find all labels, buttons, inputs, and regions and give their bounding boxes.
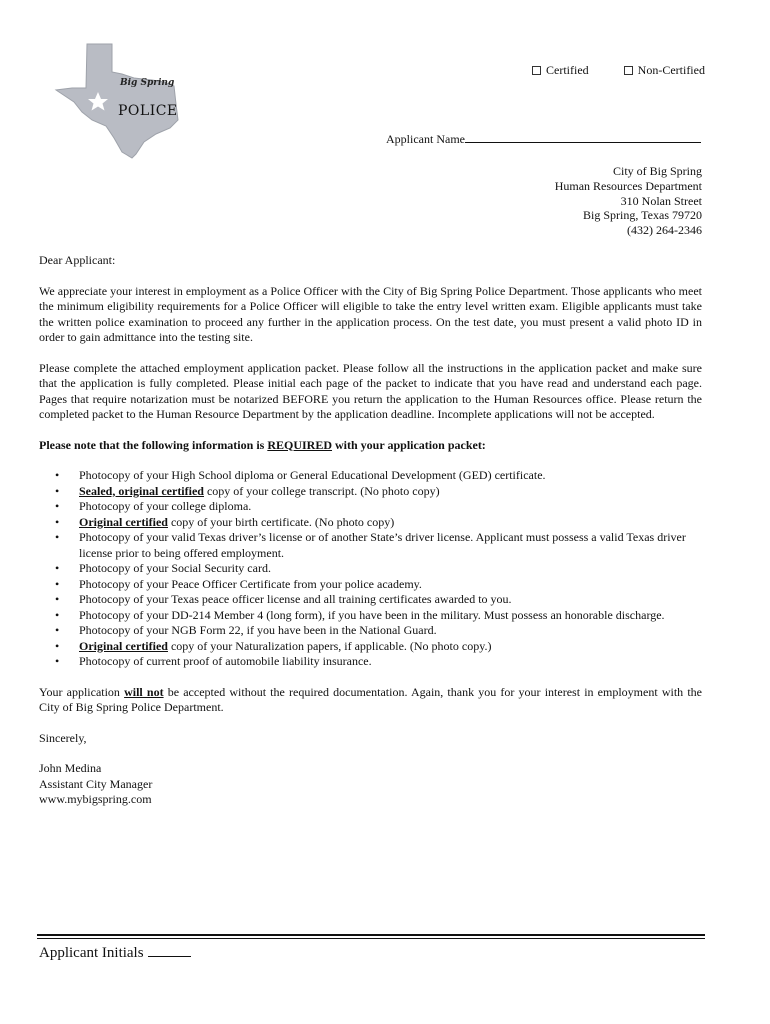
signer-name: John Medina (39, 761, 102, 775)
police-logo (52, 42, 187, 160)
logo-line2: POLICE (118, 103, 178, 119)
list-item: • Photocopy of your High School diploma or General Educational Development (GED) certificate. (79, 468, 702, 484)
list-item: • Photocopy of your NGB Form 22, if you have been in the National Guard. (79, 623, 702, 639)
letter-body (39, 253, 702, 808)
address-block (402, 164, 702, 238)
list-item: • Original certified copy of your Naturalization papers, if applicable. (No photo copy.) (79, 639, 702, 655)
certified-label: Certified (546, 63, 589, 77)
applicant-name-label: Applicant Name (386, 132, 465, 146)
signer-title: Assistant City Manager (39, 776, 153, 791)
checkbox-square-icon (624, 66, 633, 75)
initials-line[interactable] (148, 942, 191, 957)
footer-divider (37, 934, 705, 936)
sign-off: Sincerely, (39, 730, 87, 745)
list-item: • Sealed, original certified copy of your college transcript. (No photo copy) (79, 484, 702, 500)
address-line: City of Big Spring (612, 164, 702, 178)
checkbox-square-icon (532, 66, 541, 75)
certified-checkbox[interactable] (532, 63, 589, 79)
texas-star-icon (52, 42, 187, 160)
required-notice: Please note that the following information is REQUIRED with your application packet: (39, 437, 486, 452)
closing-paragraph: Your application will not be accepted without the required documentation. Again, thank you for your interest in employment with the City of Big Spring Police Department. (39, 684, 702, 714)
list-item: • Photocopy of your Peace Officer Certificate from your police academy. (79, 577, 702, 593)
salutation: Dear Applicant: (39, 253, 116, 267)
paragraph-instructions: Please complete the attached employment application packet. Please follow all the instructions in the application packet and make sure that the application is fully completed. Please initial each page of the packet to indicate that you have read and understand each page. Pages that require notarization must be notarized BEFORE you return the application to the Human Resources office. Please return the completed packet to the Human Resource Department by the application deadline. Incomplete applications will not be accepted. (39, 360, 702, 421)
logo-line1: Big Spring (120, 78, 175, 88)
applicant-initials-label: Applicant Initials (39, 945, 144, 961)
list-item: • Photocopy of your Texas peace officer license and all training certificates awarded to you. (79, 592, 702, 608)
list-item: • Original certified copy of your birth certificate. (No photo copy) (79, 515, 702, 531)
list-item: • Photocopy of current proof of automobile liability insurance. (79, 654, 702, 670)
signature-block (39, 761, 702, 808)
list-item: • Photocopy of your valid Texas driver’s license or of another State’s driver license. Applicant must possess a valid Texas driver license prior to being offered employment. (79, 530, 702, 561)
applicant-initials-field[interactable] (39, 942, 191, 962)
requirements-list (39, 468, 702, 670)
paragraph-intro: We appreciate your interest in employment as a Police Officer with the City of Big Spring Police Department. Those applicants who meet the minimum eligibility requirements for a Police Officer will eligible to take the entry level written exam. Eligible applicants must take the written police examination to proceed any further in the application process. On the test date, you must present a valid photo ID in order to gain admittance into the testing site. (39, 283, 702, 344)
applicant-name-line[interactable] (465, 131, 701, 143)
non-certified-label: Non-Certified (637, 63, 705, 77)
list-item: • Photocopy of your DD-214 Member 4 (long form), if you have been in the military. Must possess an honorable discharge. (79, 608, 702, 624)
footer-divider (37, 938, 705, 939)
address-line: (432) 264-2346 (627, 223, 702, 238)
address-line: Big Spring, Texas 79720 (583, 208, 702, 223)
address-line: Human Resources Department (554, 178, 702, 193)
certification-options (532, 63, 705, 80)
non-certified-checkbox[interactable] (624, 63, 705, 79)
website-link[interactable]: www.mybigspring.com (39, 792, 152, 806)
address-line: 310 Nolan Street (620, 193, 702, 208)
applicant-name-field[interactable] (386, 131, 701, 148)
list-item: • Photocopy of your Social Security card. (79, 561, 702, 577)
list-item: • Photocopy of your college diploma. (79, 499, 702, 515)
